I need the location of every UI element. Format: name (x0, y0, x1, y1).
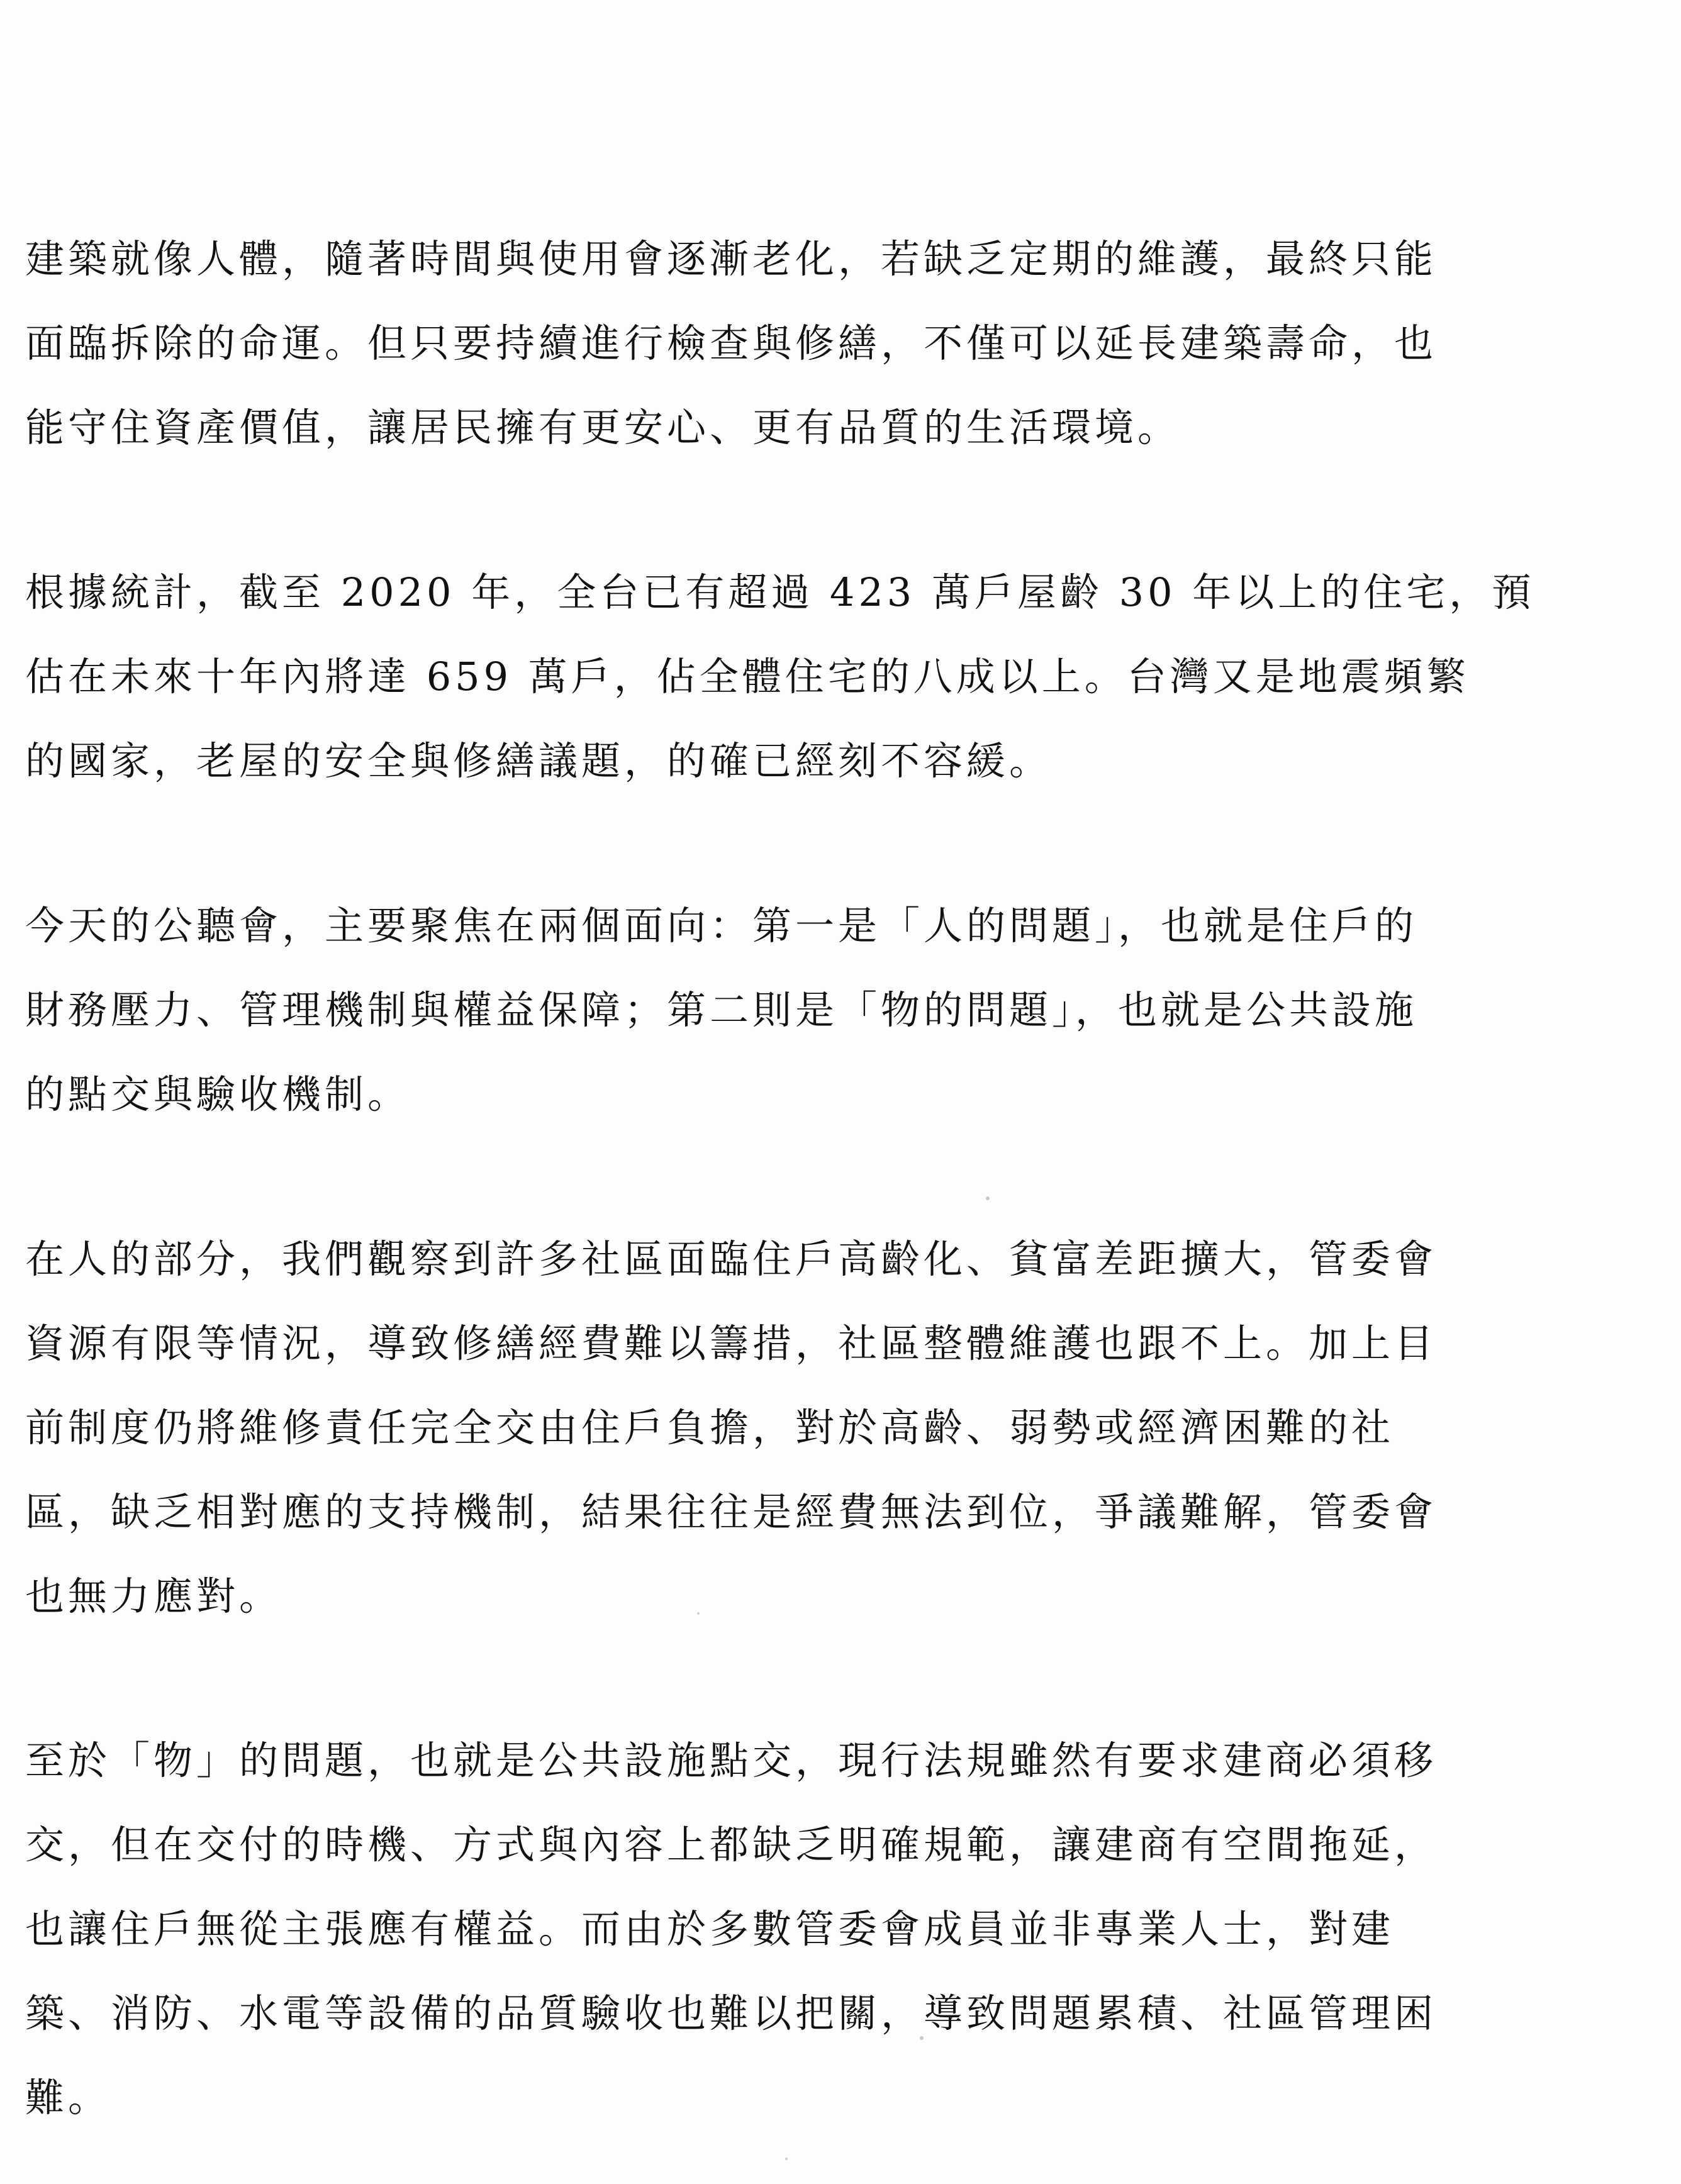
text-line: 的國家，老屋的安全與修繕議題，的確已經刻不容緩。 (25, 738, 1053, 784)
text-line: 築、消防、水電等設備的品質驗收也難以把關，導致問題累積、社區管理困 (25, 1990, 1438, 2036)
text-line: 估在未來十年內將達 659 萬戶，佔全體住宅的八成以上。台灣又是地震頻繁 (25, 654, 1470, 699)
text-line: 難。 (25, 2075, 111, 2120)
scan-speck (785, 2158, 788, 2160)
text-line: 根據統計，截至 2020 年，全台已有超過 423 萬戶屋齡 30 年以上的住宅，預 (25, 569, 1535, 615)
text-line: 建築就像人體，隨著時間與使用會逐漸老化，若缺乏定期的維護，最終只能 (25, 236, 1438, 282)
text-line: 前制度仍將維修責任完全交由住戶負擔，對於高齡、弱勢或經濟困難的社 (25, 1405, 1395, 1451)
paragraph-building-aging (25, 217, 1656, 470)
text-line: 今天的公聽會，主要聚焦在兩個面向：第一是「人的問題」，也就是住戶的 (25, 903, 1418, 949)
scan-speck (986, 1196, 990, 1200)
text-line: 資源有限等情況，導致修繕經費難以籌措，社區整體維護也跟不上。加上目 (25, 1320, 1438, 1366)
text-line: 在人的部分，我們觀察到許多社區面臨住戶高齡化、貧富差距擴大，管委會 (25, 1236, 1438, 1282)
text-line: 也讓住戶無從主張應有權益。而由於多數管委會成員並非專業人士，對建 (25, 1906, 1395, 1952)
text-line: 也無力應對。 (25, 1573, 282, 1619)
text-line: 交，但在交付的時機、方式與內容上都缺乏明確規範，讓建商有空間拖延， (25, 1822, 1438, 1868)
paragraph-statistics (25, 550, 1656, 803)
text-line: 區，缺乏相對應的支持機制，結果往往是經費無法到位，爭議難解，管委會 (25, 1489, 1438, 1535)
paragraph-facility-issues (25, 1719, 1656, 2140)
paragraph-hearing-focus (25, 884, 1656, 1137)
paragraph-people-issues (25, 1217, 1656, 1639)
text-line: 財務壓力、管理機制與權益保障；第二則是「物的問題」，也就是公共設施 (25, 987, 1418, 1033)
text-line: 的點交與驗收機制。 (25, 1071, 411, 1117)
text-line: 面臨拆除的命運。但只要持續進行檢查與修繕，不僅可以延長建築壽命，也 (25, 320, 1438, 366)
text-line: 至於「物」的問題，也就是公共設施點交，現行法規雖然有要求建商必須移 (25, 1737, 1438, 1783)
text-line: 能守住資產價值，讓居民擁有更安心、更有品質的生活環境。 (25, 404, 1181, 450)
